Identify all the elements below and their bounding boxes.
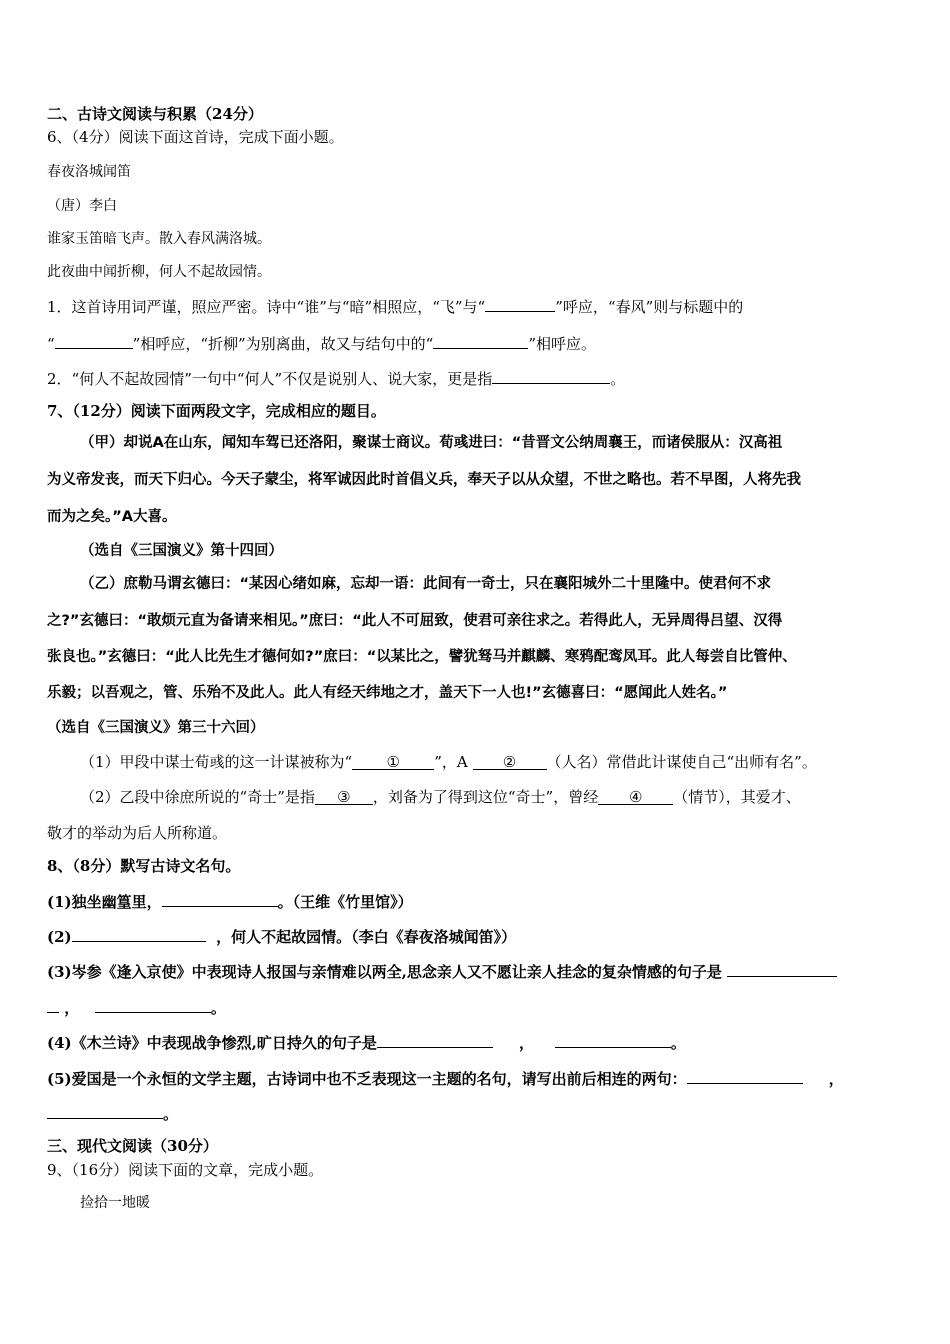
question-text: 。: [610, 370, 626, 388]
poem-author: （唐）李白: [47, 198, 117, 214]
question-text: (1)独坐幽篁里，: [47, 893, 162, 911]
answer-blank[interactable]: [162, 889, 278, 907]
question-text: ，: [64, 999, 80, 1017]
question-8-item-1: [47, 889, 413, 912]
answer-blank[interactable]: [72, 924, 206, 942]
passage-yi-line: 乐毅；以吾观之，管、乐殆不及此人。此人有经天纬地之才，盖天下一人也!”玄德喜曰：“愿闻此人姓名。”: [47, 685, 728, 701]
question-text: ，: [828, 1070, 844, 1088]
question-text: ”相呼应，“折柳”为别离曲，故又与结句中的“: [132, 335, 434, 353]
passage-jia-line: （甲）却说A在山东，闻知车驾已还洛阳，聚谋士商议。荀彧进曰：“昔晋文公纳周襄王，而诸侯服从：汉高祖: [80, 435, 783, 451]
question-9-intro: 9、（16分）阅读下面的文章，完成小题。: [47, 1161, 324, 1179]
passage-jia-source: （选自《三国演义》第十四回）: [80, 543, 283, 559]
answer-blank-1[interactable]: ①: [352, 752, 434, 770]
answer-blank[interactable]: [433, 331, 528, 349]
question-text: (5)爱国是一个永恒的文学主题，古诗词中也不乏表现这一主题的名句，请写出前后相连的两句：: [47, 1070, 687, 1088]
question-text: 。: [163, 1105, 179, 1123]
question-text: （1）甲段中谋士荀彧的这一计谋被称为“: [80, 753, 353, 771]
answer-blank[interactable]: [555, 1030, 671, 1048]
passage-jia-line: 而为之矣。”A大喜。: [47, 509, 177, 525]
question-text: 1．这首诗用词严谨，照应严密。诗中“谁”与“暗”相照应，“飞”与“: [47, 298, 486, 316]
question-8-item-4: [47, 1030, 686, 1053]
passage-yi-line: 张良也。”玄德曰：“此人比先生才德何如?”庶曰：“以某比之，譬犹驽马并麒麟、寒鸦配鸾凤耳。此人每尝自比管仲、: [47, 649, 797, 665]
question-text: ，刘备为了得到这位“奇士”，曾经: [372, 788, 599, 806]
question-text: ，: [518, 1034, 534, 1052]
answer-blank[interactable]: [377, 1030, 493, 1048]
answer-blank-4[interactable]: ④: [598, 787, 673, 805]
question-7-sub-2: [80, 787, 801, 807]
question-text: ，何人不起故园情。（李白《春夜洛城闻笛》）: [216, 928, 517, 946]
question-text: 。: [210, 999, 226, 1017]
question-text: ”，A: [434, 753, 473, 771]
answer-blank[interactable]: [727, 959, 837, 977]
question-6-sub-2: [47, 366, 625, 389]
question-text: 2．“何人不起故园情”一句中“何人”不仅是说别人、说大家，更是指: [47, 370, 493, 388]
answer-blank[interactable]: [485, 294, 555, 312]
question-text: （情节），其爱才、: [673, 788, 801, 806]
poem-line: 此夜曲中闻折柳，何人不起故园情。: [47, 264, 271, 280]
question-8-item-3: [47, 959, 837, 982]
question-6-sub-1-cont: [47, 331, 596, 354]
question-8-item-2: [47, 924, 516, 947]
question-8-item-5: [47, 1066, 844, 1089]
answer-blank[interactable]: [47, 1101, 163, 1119]
question-6-sub-1: [47, 294, 743, 317]
question-text: 。（王维《竹里馆》）: [277, 893, 413, 911]
question-text: “: [47, 335, 55, 353]
poem-title: 春夜洛城闻笛: [47, 164, 131, 180]
question-text: 。: [670, 1034, 686, 1052]
passage-jia-line: 为义帝发丧，而天下归心。今天子蒙尘，将军诚因此时首倡义兵，奉天子以从众望，不世之略也。若不早图，人将先我: [47, 472, 801, 488]
question-text: ”呼应，“春风”则与标题中的: [555, 298, 744, 316]
answer-blank[interactable]: [687, 1066, 803, 1084]
question-7-sub-1: [80, 752, 817, 772]
question-text: (2): [47, 928, 72, 946]
answer-blank[interactable]: [47, 995, 59, 1013]
article-title: 捡拾一地暖: [80, 1195, 150, 1211]
question-text: (3)岑参《逢入京使》中表现诗人报国与亲情难以两全,思念亲人又不愿让亲人挂念的复杂情感的句子是: [47, 963, 722, 981]
question-text: ”相呼应。: [528, 335, 597, 353]
question-text: （人名）常借此计谋使自己“出师有名”。: [546, 753, 817, 771]
answer-blank[interactable]: [55, 331, 133, 349]
question-8-item-5-cont: [47, 1101, 178, 1124]
passage-yi-source: （选自《三国演义》第三十六回）: [47, 720, 265, 736]
passage-yi-line: 之?”玄德曰：“敢烦元直为备请来相见。”庶曰：“此人不可屈致，使君可亲往求之。若得此人，无异周得吕望、汉得: [47, 613, 783, 629]
question-text: （2）乙段中徐庶所说的“奇士”是指: [80, 788, 315, 806]
question-8-item-3-cont: [47, 995, 226, 1018]
answer-blank[interactable]: [492, 366, 610, 384]
passage-yi-line: （乙）庶勒马谓玄德曰：“某因心绪如麻，忘却一语：此间有一奇士，只在襄阳城外二十里隆中。使君何不求: [80, 576, 772, 592]
question-8-intro: 8、（8分）默写古诗文名句。: [47, 857, 241, 875]
question-6-intro: 6、（4分）阅读下面这首诗，完成下面小题。: [47, 128, 344, 146]
answer-blank-3[interactable]: ③: [315, 787, 373, 805]
question-7-intro: 7、（12分）阅读下面两段文字，完成相应的题目。: [47, 402, 386, 420]
answer-blank-2[interactable]: ②: [473, 752, 547, 770]
question-7-sub-2-cont: 敬才的举动为后人所称道。: [47, 824, 228, 842]
section-heading: 三、现代文阅读（30分）: [47, 1137, 218, 1155]
answer-blank[interactable]: [95, 995, 211, 1013]
poem-line: 谁家玉笛暗飞声。散入春风满洛城。: [47, 231, 271, 247]
question-text: (4)《木兰诗》中表现战争惨烈,旷日持久的句子是: [47, 1034, 377, 1052]
section-heading: 二、古诗文阅读与积累（24分）: [47, 105, 263, 123]
